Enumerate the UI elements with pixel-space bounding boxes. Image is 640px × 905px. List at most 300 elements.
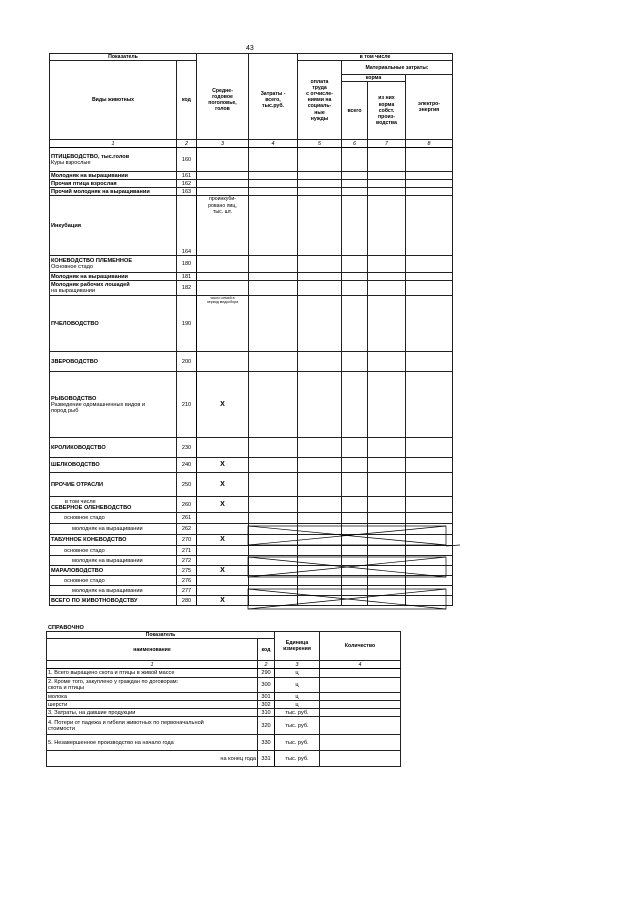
value-cell[interactable] (368, 372, 406, 438)
value-cell[interactable] (298, 566, 342, 576)
row-code: 276 (177, 576, 197, 586)
value-cell[interactable] (298, 256, 342, 273)
row-code: 250 (177, 473, 197, 497)
avg-heads-cell[interactable] (197, 513, 249, 524)
value-cell[interactable] (406, 196, 453, 256)
value-cell[interactable] (368, 576, 406, 586)
value-cell[interactable] (298, 172, 342, 180)
value-cell[interactable] (249, 596, 298, 606)
value-cell[interactable] (298, 273, 342, 281)
avg-heads-cell[interactable] (197, 524, 249, 535)
value-cell[interactable] (342, 546, 368, 556)
ref-row-name: на конец года (47, 751, 258, 767)
row-label-cell (50, 556, 177, 566)
value-cell[interactable] (298, 188, 342, 196)
value-cell[interactable] (342, 148, 368, 172)
table-row (50, 172, 453, 180)
column-number: 1 (50, 140, 177, 148)
avg-heads-cell[interactable] (197, 256, 249, 273)
value-cell[interactable] (342, 596, 368, 606)
value-cell[interactable] (249, 256, 298, 273)
ref-row-code: 330 (258, 735, 275, 751)
value-cell[interactable] (298, 473, 342, 497)
quantity-cell[interactable] (320, 751, 401, 767)
value-cell[interactable] (406, 352, 453, 372)
header-material: Материальные затраты: (342, 61, 453, 75)
ref-row-code: 331 (258, 751, 275, 767)
table-row (50, 148, 453, 172)
value-cell[interactable] (249, 546, 298, 556)
row-code: 190 (177, 296, 197, 352)
row-label: Прочий молодняк на выращивании (51, 188, 150, 195)
value-cell[interactable] (342, 524, 368, 535)
row-label: основное стадо (64, 515, 105, 522)
row-label-cell (50, 458, 177, 473)
value-cell[interactable] (342, 172, 368, 180)
value-cell[interactable] (298, 556, 342, 566)
row-label-cell (50, 596, 177, 606)
value-cell[interactable] (342, 556, 368, 566)
value-cell[interactable] (368, 513, 406, 524)
header-including: в том числе (298, 54, 453, 61)
table-row (50, 256, 453, 273)
ref-column-number: 4 (320, 661, 401, 669)
avg-heads-cell[interactable] (197, 172, 249, 180)
row-label-cell (50, 438, 177, 458)
na-mark: X (197, 566, 249, 576)
value-cell[interactable] (342, 497, 368, 513)
avg-heads-cell: число семей в период медосбора (197, 296, 249, 352)
row-code: 181 (177, 273, 197, 281)
row-label: КОНЕВОДСТВО ПЛЕМЕННОЕ (51, 258, 133, 265)
table-row (50, 513, 453, 524)
table-row (50, 546, 453, 556)
value-cell[interactable] (406, 172, 453, 180)
table-row (50, 535, 453, 546)
row-label-cell (50, 296, 177, 352)
table-row (47, 701, 401, 709)
value-cell[interactable] (342, 458, 368, 473)
livestock-costs-table (49, 53, 452, 627)
value-cell[interactable] (368, 172, 406, 180)
ref-row-name: 3. Затраты, на давшие продукции (47, 709, 258, 717)
column-number: 4 (249, 140, 298, 148)
table-row (50, 524, 453, 535)
row-sublabel: Куры взрослые (51, 159, 91, 166)
quantity-cell[interactable] (320, 735, 401, 751)
value-cell[interactable] (298, 576, 342, 586)
row-label-cell (50, 524, 177, 535)
value-cell[interactable] (249, 535, 298, 546)
na-mark: X (197, 473, 249, 497)
na-mark: X (197, 372, 249, 438)
row-label-cell (50, 273, 177, 281)
row-label-cell (50, 188, 177, 196)
header-feed: корма (342, 75, 406, 82)
column-number: 2 (177, 140, 197, 148)
value-cell[interactable] (368, 535, 406, 546)
value-cell[interactable] (249, 458, 298, 473)
row-code: 210 (177, 372, 197, 438)
table-row (47, 669, 401, 678)
row-prelabel: в том числе (65, 498, 96, 505)
value-cell[interactable] (298, 281, 342, 296)
ref-row-unit: тыс. руб. (275, 735, 320, 751)
row-code: 280 (177, 596, 197, 606)
avg-heads-cell: проинкуби- ровано яиц, тыс. шт. (197, 196, 249, 256)
value-cell[interactable] (249, 576, 298, 586)
value-cell[interactable] (298, 148, 342, 172)
table-row (50, 296, 453, 352)
value-cell[interactable] (298, 513, 342, 524)
value-cell[interactable] (368, 556, 406, 566)
ref-row-unit: тыс. руб. (275, 751, 320, 767)
value-cell[interactable] (368, 438, 406, 458)
table-row (50, 372, 453, 438)
value-cell[interactable] (406, 596, 453, 606)
ref-row-unit: тыс. руб. (275, 717, 320, 735)
header-electricity: электро- энергия (406, 75, 453, 140)
row-sublabel: Разведение одомашненных видов и пород рыб (51, 401, 145, 414)
row-code: 261 (177, 513, 197, 524)
value-cell[interactable] (406, 296, 453, 352)
row-label-cell (50, 586, 177, 596)
value-cell[interactable] (249, 196, 298, 256)
value-cell[interactable] (342, 256, 368, 273)
value-cell[interactable] (298, 596, 342, 606)
ref-row-name: 4. Потери от падежа и гибели животных по первоначальной стоимости (47, 717, 258, 735)
table-row (47, 709, 401, 717)
table-row (50, 473, 453, 497)
value-cell[interactable] (368, 273, 406, 281)
avg-heads-cell[interactable] (197, 556, 249, 566)
value-cell[interactable] (368, 148, 406, 172)
row-label: ТАБУННОЕ КОНЕВОДСТВО (51, 537, 127, 544)
header-blank (249, 54, 298, 61)
row-sublabel: Основное стадо (51, 264, 93, 271)
value-cell[interactable] (368, 296, 406, 352)
value-cell[interactable] (342, 281, 368, 296)
row-label: ПРОЧИЕ ОТРАСЛИ (51, 481, 104, 488)
ref-column-number: 1 (47, 661, 258, 669)
value-cell[interactable] (249, 438, 298, 458)
reference-table (46, 631, 400, 783)
value-cell[interactable] (342, 296, 368, 352)
value-cell[interactable] (249, 566, 298, 576)
value-cell[interactable] (368, 256, 406, 273)
value-cell[interactable] (298, 352, 342, 372)
avg-heads-cell[interactable] (197, 188, 249, 196)
ref-row-code: 320 (258, 717, 275, 735)
row-code: 163 (177, 188, 197, 196)
table-row (50, 596, 453, 606)
value-cell[interactable] (342, 372, 368, 438)
ref-row-code: 302 (258, 701, 275, 709)
row-label-cell (50, 546, 177, 556)
na-mark: X (197, 535, 249, 546)
ref-row-code: 290 (258, 669, 275, 678)
row-code: 262 (177, 524, 197, 535)
row-label-cell (50, 372, 177, 438)
ref-header-indicator: Показатель (47, 632, 275, 639)
avg-heads-cell[interactable] (197, 180, 249, 188)
value-cell[interactable] (368, 546, 406, 556)
ref-column-number: 2 (258, 661, 275, 669)
table-row (50, 180, 453, 188)
row-code: 162 (177, 180, 197, 188)
value-cell[interactable] (406, 188, 453, 196)
avg-heads-cell[interactable] (197, 546, 249, 556)
value-cell[interactable] (249, 148, 298, 172)
value-cell[interactable] (249, 296, 298, 352)
row-code: 164 (177, 196, 197, 256)
page-number: 43 (246, 45, 254, 52)
row-code: 271 (177, 546, 197, 556)
column-number: 6 (342, 140, 368, 148)
row-code: 277 (177, 586, 197, 596)
avg-heads-cell[interactable] (197, 281, 249, 296)
value-cell[interactable] (406, 148, 453, 172)
row-code: 182 (177, 281, 197, 296)
ref-row-name: 1. Всего выращено скота и птицы в живой массе (47, 669, 258, 678)
value-cell[interactable] (249, 372, 298, 438)
value-cell[interactable] (249, 180, 298, 188)
value-cell[interactable] (298, 546, 342, 556)
row-label-cell (50, 513, 177, 524)
value-cell[interactable] (406, 458, 453, 473)
row-label: ПТИЦЕВОДСТВО, тыс.голов (51, 153, 130, 160)
header-blank (197, 54, 249, 61)
value-cell[interactable] (368, 566, 406, 576)
header-labor: оплата труда с отчисле- ниями на социаль- ные нужды (298, 61, 342, 140)
ref-row-name: молока (47, 693, 258, 701)
row-label: молодняк на выращивании (72, 587, 143, 594)
value-cell[interactable] (298, 458, 342, 473)
row-label-cell (50, 148, 177, 172)
avg-heads-cell[interactable] (197, 586, 249, 596)
table-row (50, 281, 453, 296)
column-number: 8 (406, 140, 453, 148)
row-label: Молодняк на выращивании (51, 273, 128, 280)
column-number: 7 (368, 140, 406, 148)
value-cell[interactable] (249, 524, 298, 535)
row-label: молодняк на выращивании (72, 526, 143, 533)
row-label: СЕВЕРНОЕ ОЛЕНЕВОДСТВО (51, 504, 132, 511)
value-cell[interactable] (368, 473, 406, 497)
value-cell[interactable] (368, 586, 406, 596)
header-animal-types: Виды животных (50, 61, 177, 140)
value-cell[interactable] (368, 458, 406, 473)
row-label: Прочая птица взрослая (51, 180, 117, 187)
column-number: 3 (197, 140, 249, 148)
value-cell[interactable] (298, 372, 342, 438)
value-cell[interactable] (406, 372, 453, 438)
quantity-cell[interactable] (320, 701, 401, 709)
ref-row-name: 5. Незавершенное производство на начало года (47, 735, 258, 751)
value-cell[interactable] (368, 524, 406, 535)
row-label: Инкубация (51, 222, 82, 229)
ref-row-name: 2. Кроме того, закуплено у граждан по договорам: скота и птицы (47, 678, 258, 693)
value-cell[interactable] (249, 172, 298, 180)
header-indicator: Показатель (50, 54, 197, 61)
value-cell[interactable] (368, 352, 406, 372)
value-cell[interactable] (406, 273, 453, 281)
row-code: 260 (177, 497, 197, 513)
value-cell[interactable] (298, 524, 342, 535)
value-cell[interactable] (342, 576, 368, 586)
value-cell[interactable] (406, 513, 453, 524)
value-cell[interactable] (368, 188, 406, 196)
value-cell[interactable] (368, 596, 406, 606)
row-code: 230 (177, 438, 197, 458)
header-feed-own: из них корма собст. произ- водства (368, 82, 406, 140)
quantity-cell[interactable] (320, 678, 401, 693)
row-label-cell (50, 352, 177, 372)
quantity-cell[interactable] (320, 717, 401, 735)
row-code: 180 (177, 256, 197, 273)
ref-row-unit: ц (275, 693, 320, 701)
row-code: 270 (177, 535, 197, 546)
value-cell[interactable] (298, 438, 342, 458)
value-cell[interactable] (406, 281, 453, 296)
value-cell[interactable] (298, 497, 342, 513)
ref-column-number: 3 (275, 661, 320, 669)
avg-heads-cell[interactable] (197, 576, 249, 586)
avg-heads-cell[interactable] (197, 148, 249, 172)
value-cell[interactable] (342, 586, 368, 596)
value-cell[interactable] (342, 180, 368, 188)
row-code: 161 (177, 172, 197, 180)
value-cell[interactable] (406, 473, 453, 497)
avg-heads-cell[interactable] (197, 273, 249, 281)
table-row (50, 576, 453, 586)
ref-row-unit: ц (275, 669, 320, 678)
row-label: ШЕЛКОВОДСТВО (51, 462, 100, 469)
value-cell[interactable] (342, 513, 368, 524)
value-cell[interactable] (406, 586, 453, 596)
row-label: ПЧЕЛОВОДСТВО (51, 320, 99, 327)
row-sublabel: на выращивании (51, 288, 96, 295)
row-label-cell (50, 196, 177, 256)
quantity-cell[interactable] (320, 669, 401, 678)
row-label: РЫБОВОДСТВО (51, 395, 97, 402)
value-cell[interactable] (406, 566, 453, 576)
value-cell[interactable] (342, 273, 368, 281)
value-cell[interactable] (249, 473, 298, 497)
value-cell[interactable] (406, 180, 453, 188)
table-row (47, 717, 401, 735)
table-row (50, 196, 453, 256)
table-row (50, 566, 453, 576)
row-label-cell (50, 172, 177, 180)
value-cell[interactable] (406, 438, 453, 458)
row-label-cell (50, 473, 177, 497)
value-cell[interactable] (249, 281, 298, 296)
value-cell[interactable] (249, 513, 298, 524)
row-label-cell (50, 535, 177, 546)
row-label-cell (50, 256, 177, 273)
value-cell[interactable] (406, 576, 453, 586)
value-cell[interactable] (406, 556, 453, 566)
table-row (50, 556, 453, 566)
na-mark: X (197, 458, 249, 473)
ref-header-code: код (258, 639, 275, 661)
value-cell[interactable] (342, 535, 368, 546)
row-label-cell (50, 497, 177, 513)
ref-row-code: 301 (258, 693, 275, 701)
reference-title: СПРАВОЧНО (48, 625, 84, 631)
table-row (47, 693, 401, 701)
value-cell[interactable] (298, 180, 342, 188)
row-label-cell (50, 281, 177, 296)
value-cell[interactable] (298, 296, 342, 352)
value-cell[interactable] (342, 188, 368, 196)
value-cell[interactable] (406, 256, 453, 273)
quantity-cell[interactable] (320, 693, 401, 701)
value-cell[interactable] (368, 180, 406, 188)
table-row (47, 678, 401, 693)
ref-header-name: наименование (47, 639, 258, 661)
value-cell[interactable] (406, 524, 453, 535)
row-label: КРОЛИКОВОДСТВО (51, 444, 106, 451)
value-cell[interactable] (342, 473, 368, 497)
row-label-cell (50, 576, 177, 586)
value-cell[interactable] (368, 196, 406, 256)
value-cell[interactable] (298, 586, 342, 596)
quantity-cell[interactable] (320, 709, 401, 717)
value-cell[interactable] (342, 196, 368, 256)
value-cell[interactable] (249, 497, 298, 513)
value-cell[interactable] (249, 352, 298, 372)
row-label: Молодняк рабочих лошадей (51, 282, 130, 289)
row-label: основное стадо (64, 547, 105, 554)
value-cell[interactable] (406, 535, 453, 546)
row-label: Молодняк на выращивании (51, 172, 128, 179)
ref-header-quantity: Количество (320, 632, 401, 661)
ref-row-unit: ц (275, 678, 320, 693)
table-row (50, 438, 453, 458)
value-cell[interactable] (249, 556, 298, 566)
row-code: 240 (177, 458, 197, 473)
header-avg-heads: Средне- годовое поголовье, голов (197, 61, 249, 140)
value-cell[interactable] (406, 546, 453, 556)
header-code: код (177, 61, 197, 140)
value-cell[interactable] (298, 196, 342, 256)
value-cell[interactable] (249, 273, 298, 281)
row-code: 160 (177, 148, 197, 172)
value-cell[interactable] (342, 566, 368, 576)
na-mark: X (197, 497, 249, 513)
row-label: МАРАЛОВОДСТВО (51, 567, 104, 574)
avg-heads-cell[interactable] (197, 438, 249, 458)
value-cell[interactable] (249, 188, 298, 196)
table-row (47, 735, 401, 751)
value-cell[interactable] (298, 535, 342, 546)
value-cell[interactable] (249, 586, 298, 596)
avg-heads-cell[interactable] (197, 352, 249, 372)
row-label: основное стадо (64, 577, 105, 584)
value-cell[interactable] (368, 281, 406, 296)
row-code: 200 (177, 352, 197, 372)
value-cell[interactable] (342, 352, 368, 372)
value-cell[interactable] (406, 497, 453, 513)
value-cell[interactable] (342, 438, 368, 458)
value-cell[interactable] (368, 497, 406, 513)
ref-row-unit: ц (275, 701, 320, 709)
ref-header-unit: Единица измерения (275, 632, 320, 661)
header-feed-total: всего (342, 82, 368, 140)
table-row (50, 458, 453, 473)
